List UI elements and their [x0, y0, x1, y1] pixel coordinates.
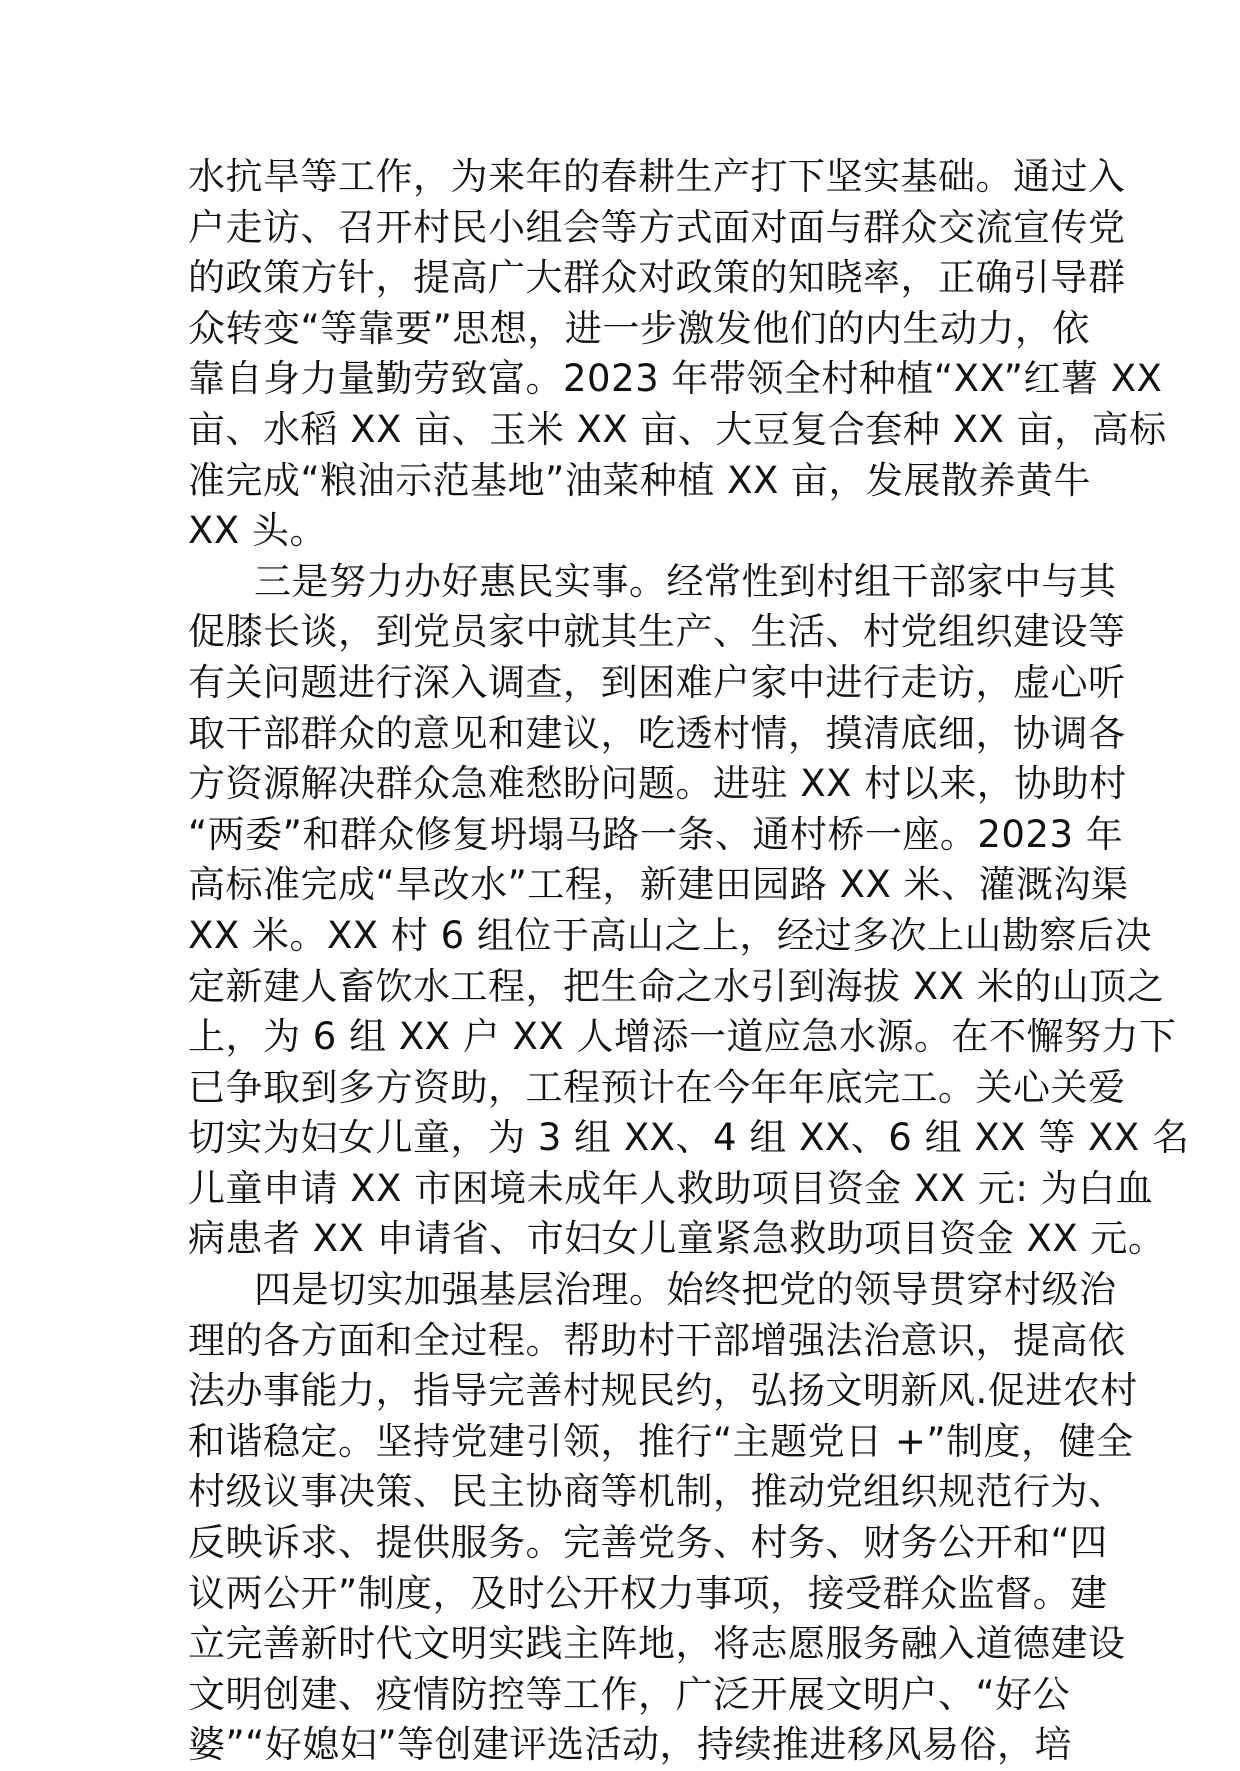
text-line: 上，为 6 组 XX 户 XX 人增添一道应急水源。在不懈努力下: [188, 1015, 1177, 1059]
text-line: 法办事能力，指导完善村规民约，弘扬文明新风.促进农村: [188, 1369, 1138, 1413]
text-line: 切实为妇女儿童，为 3 组 XX、4 组 XX、6 组 XX 等 XX 名: [188, 1116, 1190, 1160]
text-line: 户走访、召开村民小组会等方式面对面与群众交流宣传党: [188, 205, 1126, 249]
text-line: 病患者 XX 申请省、市妇女儿童紧急救助项目资金 XX 元。: [188, 1217, 1166, 1261]
text-line: 立完善新时代文明实践主阵地，将志愿服务融入道德建设: [188, 1622, 1126, 1666]
text-line: 水抗旱等工作，为来年的春耕生产打下坚实基础。通过入: [188, 155, 1126, 198]
text-line: 理的各方面和全过程。帮助村干部增强法治意识，提高依: [188, 1318, 1126, 1362]
text-line: 众转变“等靠要”思想，进一步激发他们的内生动力，依: [188, 306, 1090, 350]
text-line: 文明创建、疫情防控等工作，广泛开展文明户、“好公: [188, 1672, 1071, 1716]
text-line: “两委”和群众修复坍塌马路一条、通村桥一座。2023 年: [188, 812, 1124, 856]
text-line: 的政策方针，提高广大群众对政策的知晓率，正确引导群: [188, 256, 1126, 300]
text-line: 婆”“好媳妇”等创建评选活动，持续推进移风易俗，培: [188, 1723, 1073, 1767]
paragraph-first-line: 四是切实加强基层治理。始终把党的领导贯穿村级治: [254, 1268, 1117, 1312]
text-line: 和谐稳定。坚持党建引领，推行“主题党日 +”制度，健全: [188, 1419, 1134, 1463]
text-line: 取干部群众的意见和建议，吃透村情，摸清底细，协调各: [188, 711, 1126, 755]
paragraph-first-line: 三是努力办好惠民实事。经常性到村组干部家中与其: [254, 559, 1117, 603]
text-line: 亩、水稻 XX 亩、玉米 XX 亩、大豆复合套种 XX 亩，高标: [188, 407, 1167, 451]
text-line: 议两公开”制度，及时公开权力事项，接受群众监督。建: [188, 1571, 1108, 1615]
text-line: 定新建人畜饮水工程，把生命之水引到海拔 XX 米的山顶之: [188, 964, 1165, 1008]
document-body: [188, 152, 1190, 1771]
text-line: 促膝长谈，到党员家中就其生产、生活、村党组织建设等: [188, 610, 1126, 654]
text-line: 靠自身力量勤劳致富。2023 年带领全村种植“XX”红薯 XX: [188, 357, 1163, 401]
text-line: 高标准完成“旱改水”工程，新建田园路 XX 米、灌溉沟渠: [188, 863, 1129, 907]
text-line: 儿童申请 XX 市困境未成年人救助项目资金 XX 元: 为白血: [188, 1166, 1154, 1210]
text-line: 反映诉求、提供服务。完善党务、村务、财务公开和“四: [188, 1521, 1108, 1565]
text-line: 已争取到多方资助，工程预计在今年年底完工。关心关爱: [188, 1065, 1126, 1109]
text-line: 方资源解决群众急难愁盼问题。进驻 XX 村以来，协助村: [188, 762, 1127, 806]
text-line: 村级议事决策、民主协商等机制，推动党组织规范行为、: [188, 1470, 1126, 1514]
text-line: XX 米。XX 村 6 组位于高山之上，经过多次上山勘察后决: [188, 913, 1152, 957]
text-line: 准完成“粮油示范基地”油菜种植 XX 亩，发展散养黄牛: [188, 458, 1092, 502]
text-line: XX 头。: [188, 509, 327, 553]
text-line: 有关问题进行深入调查，到困难户家中进行走访，虚心听: [188, 660, 1126, 704]
